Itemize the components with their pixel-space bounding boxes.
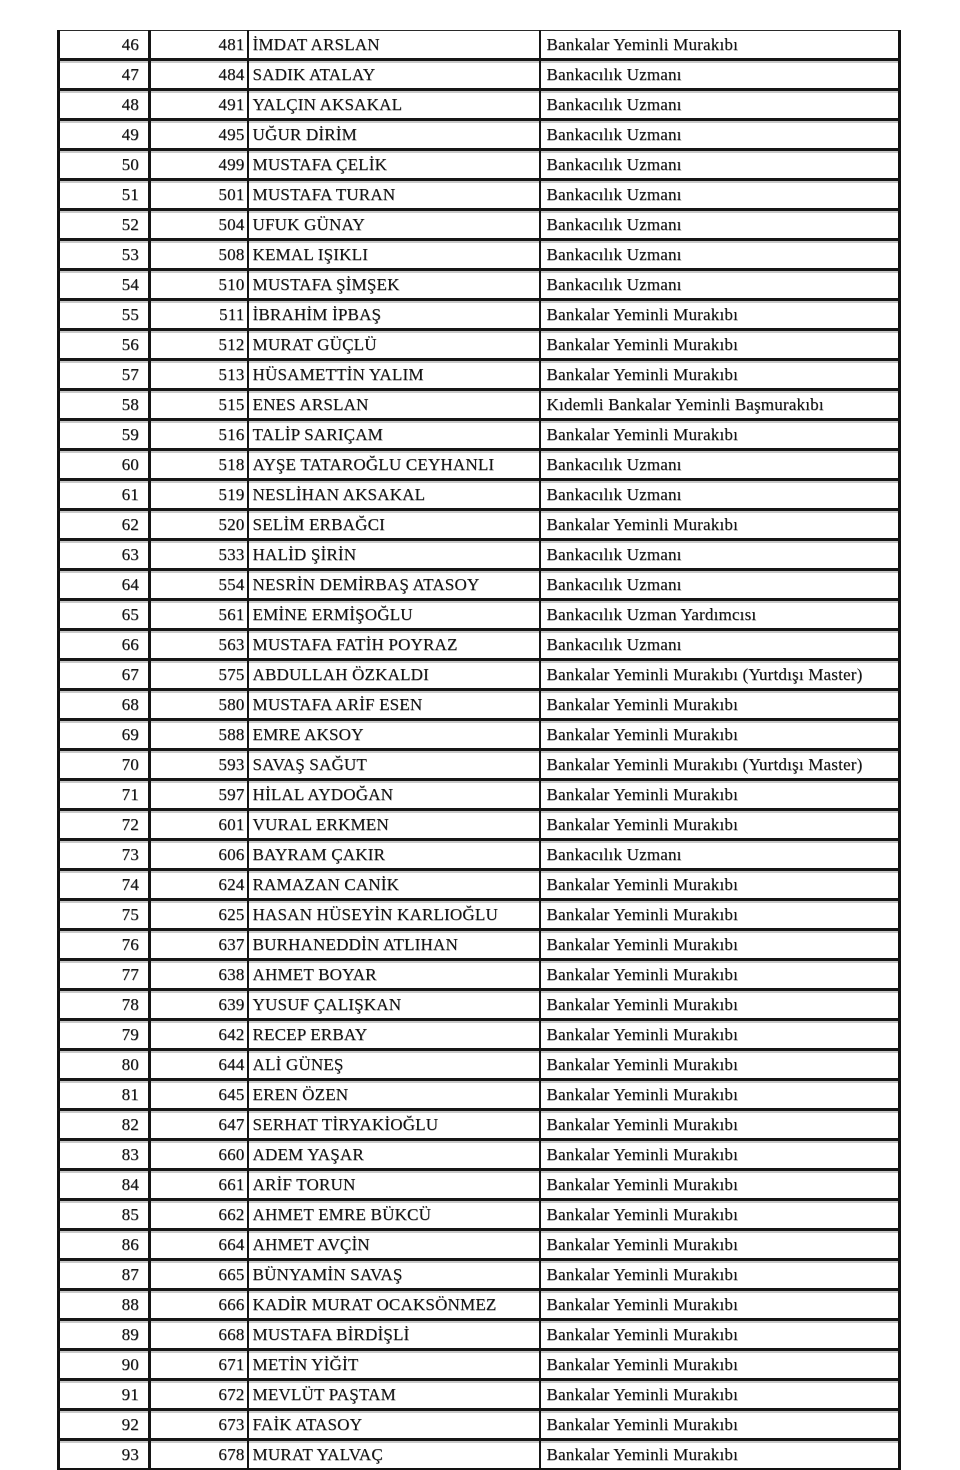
- name-cell: MUSTAFA ŞİMŞEK: [248, 270, 540, 300]
- registry-number-cell: 484: [150, 60, 248, 90]
- registry-number-cell: 575: [150, 660, 248, 690]
- name-cell: EMİNE ERMİŞOĞLU: [248, 600, 540, 630]
- row-number-cell: 87: [59, 1260, 150, 1290]
- row-number-cell: 55: [59, 300, 150, 330]
- row-number-cell: 82: [59, 1110, 150, 1140]
- table-row: [59, 480, 900, 510]
- title-cell: Bankalar Yeminli Murakıbı (Yurtdışı Master): [540, 660, 900, 690]
- registry-number-cell: 516: [150, 420, 248, 450]
- name-cell: İBRAHİM İPBAŞ: [248, 300, 540, 330]
- table-row: [59, 1320, 900, 1350]
- title-cell: Bankalar Yeminli Murakıbı: [540, 720, 900, 750]
- registry-number-cell: 661: [150, 1170, 248, 1200]
- row-number-cell: 46: [59, 31, 150, 60]
- name-cell: FAİK ATASOY: [248, 1410, 540, 1440]
- row-number-cell: 51: [59, 180, 150, 210]
- name-cell: ABDULLAH ÖZKALDI: [248, 660, 540, 690]
- name-cell: VURAL ERKMEN: [248, 810, 540, 840]
- name-cell: AHMET BOYAR: [248, 960, 540, 990]
- registry-number-cell: 665: [150, 1260, 248, 1290]
- name-cell: SAVAŞ SAĞUT: [248, 750, 540, 780]
- registry-number-cell: 606: [150, 840, 248, 870]
- registry-number-cell: 642: [150, 1020, 248, 1050]
- table-row: [59, 1350, 900, 1380]
- title-cell: Bankacılık Uzmanı: [540, 60, 900, 90]
- table-row: [59, 870, 900, 900]
- row-number-cell: 67: [59, 660, 150, 690]
- name-cell: NESLİHAN AKSAKAL: [248, 480, 540, 510]
- title-cell: Bankalar Yeminli Murakıbı: [540, 1200, 900, 1230]
- registry-number-cell: 664: [150, 1230, 248, 1260]
- row-number-cell: 56: [59, 330, 150, 360]
- personnel-roster-table: [57, 30, 901, 1470]
- title-cell: Bankacılık Uzmanı: [540, 540, 900, 570]
- name-cell: BURHANEDDİN ATLIHAN: [248, 930, 540, 960]
- row-number-cell: 71: [59, 780, 150, 810]
- name-cell: MURAT YALVAÇ: [248, 1440, 540, 1470]
- title-cell: Bankalar Yeminli Murakıbı: [540, 1110, 900, 1140]
- title-cell: Bankalar Yeminli Murakıbı: [540, 360, 900, 390]
- title-cell: Bankalar Yeminli Murakıbı: [540, 1170, 900, 1200]
- row-number-cell: 47: [59, 60, 150, 90]
- name-cell: YALÇIN AKSAKAL: [248, 90, 540, 120]
- title-cell: Bankalar Yeminli Murakıbı: [540, 870, 900, 900]
- registry-number-cell: 491: [150, 90, 248, 120]
- name-cell: KEMAL IŞIKLI: [248, 240, 540, 270]
- name-cell: SADIK ATALAY: [248, 60, 540, 90]
- title-cell: Bankalar Yeminli Murakıbı: [540, 1380, 900, 1410]
- row-number-cell: 89: [59, 1320, 150, 1350]
- name-cell: MUSTAFA FATİH POYRAZ: [248, 630, 540, 660]
- name-cell: AHMET AVÇİN: [248, 1230, 540, 1260]
- row-number-cell: 78: [59, 990, 150, 1020]
- registry-number-cell: 639: [150, 990, 248, 1020]
- table-row: [59, 90, 900, 120]
- row-number-cell: 92: [59, 1410, 150, 1440]
- row-number-cell: 64: [59, 570, 150, 600]
- registry-number-cell: 515: [150, 390, 248, 420]
- row-number-cell: 81: [59, 1080, 150, 1110]
- title-cell: Bankalar Yeminli Murakıbı: [540, 1020, 900, 1050]
- row-number-cell: 86: [59, 1230, 150, 1260]
- table-row: [59, 750, 900, 780]
- registry-number-cell: 510: [150, 270, 248, 300]
- registry-number-cell: 504: [150, 210, 248, 240]
- title-cell: Bankalar Yeminli Murakıbı: [540, 420, 900, 450]
- row-number-cell: 90: [59, 1350, 150, 1380]
- title-cell: Bankalar Yeminli Murakıbı: [540, 1440, 900, 1470]
- table-row: [59, 660, 900, 690]
- title-cell: Bankalar Yeminli Murakıbı: [540, 930, 900, 960]
- registry-number-cell: 563: [150, 630, 248, 660]
- registry-number-cell: 511: [150, 300, 248, 330]
- row-number-cell: 62: [59, 510, 150, 540]
- title-cell: Bankalar Yeminli Murakıbı: [540, 510, 900, 540]
- registry-number-cell: 554: [150, 570, 248, 600]
- table-row: [59, 540, 900, 570]
- name-cell: MURAT GÜÇLÜ: [248, 330, 540, 360]
- row-number-cell: 76: [59, 930, 150, 960]
- name-cell: KADİR MURAT OCAKSÖNMEZ: [248, 1290, 540, 1320]
- title-cell: Bankalar Yeminli Murakıbı: [540, 960, 900, 990]
- title-cell: Bankacılık Uzmanı: [540, 150, 900, 180]
- title-cell: Kıdemli Bankalar Yeminli Başmurakıbı: [540, 390, 900, 420]
- table-row: [59, 960, 900, 990]
- registry-number-cell: 638: [150, 960, 248, 990]
- name-cell: NESRİN DEMİRBAŞ ATASOY: [248, 570, 540, 600]
- row-number-cell: 63: [59, 540, 150, 570]
- name-cell: ARİF TORUN: [248, 1170, 540, 1200]
- row-number-cell: 54: [59, 270, 150, 300]
- registry-number-cell: 660: [150, 1140, 248, 1170]
- name-cell: ENES ARSLAN: [248, 390, 540, 420]
- registry-number-cell: 647: [150, 1110, 248, 1140]
- name-cell: SERHAT TİRYAKİOĞLU: [248, 1110, 540, 1140]
- roster-table-body: [59, 31, 900, 1470]
- table-row: [59, 210, 900, 240]
- table-row: [59, 780, 900, 810]
- table-row: [59, 60, 900, 90]
- title-cell: Bankalar Yeminli Murakıbı: [540, 330, 900, 360]
- table-row: [59, 450, 900, 480]
- table-row: [59, 900, 900, 930]
- registry-number-cell: 668: [150, 1320, 248, 1350]
- registry-number-cell: 645: [150, 1080, 248, 1110]
- row-number-cell: 73: [59, 840, 150, 870]
- title-cell: Bankalar Yeminli Murakıbı: [540, 1230, 900, 1260]
- name-cell: MUSTAFA BİRDİŞLİ: [248, 1320, 540, 1350]
- registry-number-cell: 593: [150, 750, 248, 780]
- registry-number-cell: 580: [150, 690, 248, 720]
- row-number-cell: 66: [59, 630, 150, 660]
- row-number-cell: 60: [59, 450, 150, 480]
- registry-number-cell: 597: [150, 780, 248, 810]
- registry-number-cell: 678: [150, 1440, 248, 1470]
- roster-table-container: [57, 30, 898, 1470]
- table-row: [59, 1050, 900, 1080]
- title-cell: Bankalar Yeminli Murakıbı: [540, 1350, 900, 1380]
- table-row: [59, 1440, 900, 1470]
- row-number-cell: 83: [59, 1140, 150, 1170]
- row-number-cell: 75: [59, 900, 150, 930]
- title-cell: Bankacılık Uzman Yardımcısı: [540, 600, 900, 630]
- table-row: [59, 930, 900, 960]
- row-number-cell: 74: [59, 870, 150, 900]
- title-cell: Bankacılık Uzmanı: [540, 630, 900, 660]
- title-cell: Bankalar Yeminli Murakıbı: [540, 1140, 900, 1170]
- registry-number-cell: 481: [150, 31, 248, 60]
- name-cell: RECEP ERBAY: [248, 1020, 540, 1050]
- registry-number-cell: 508: [150, 240, 248, 270]
- registry-number-cell: 625: [150, 900, 248, 930]
- table-row: [59, 840, 900, 870]
- title-cell: Bankacılık Uzmanı: [540, 480, 900, 510]
- registry-number-cell: 533: [150, 540, 248, 570]
- registry-number-cell: 671: [150, 1350, 248, 1380]
- table-row: [59, 1290, 900, 1320]
- registry-number-cell: 495: [150, 120, 248, 150]
- name-cell: EREN ÖZEN: [248, 1080, 540, 1110]
- registry-number-cell: 644: [150, 1050, 248, 1080]
- title-cell: Bankalar Yeminli Murakıbı: [540, 690, 900, 720]
- table-row: [59, 270, 900, 300]
- registry-number-cell: 624: [150, 870, 248, 900]
- title-cell: Bankalar Yeminli Murakıbı: [540, 300, 900, 330]
- registry-number-cell: 637: [150, 930, 248, 960]
- registry-number-cell: 601: [150, 810, 248, 840]
- row-number-cell: 69: [59, 720, 150, 750]
- title-cell: Bankacılık Uzmanı: [540, 210, 900, 240]
- row-number-cell: 79: [59, 1020, 150, 1050]
- name-cell: HALİD ŞİRİN: [248, 540, 540, 570]
- table-row: [59, 390, 900, 420]
- title-cell: Bankacılık Uzmanı: [540, 450, 900, 480]
- title-cell: Bankacılık Uzmanı: [540, 120, 900, 150]
- registry-number-cell: 662: [150, 1200, 248, 1230]
- table-row: [59, 300, 900, 330]
- title-cell: Bankalar Yeminli Murakıbı: [540, 1410, 900, 1440]
- name-cell: HASAN HÜSEYİN KARLIOĞLU: [248, 900, 540, 930]
- registry-number-cell: 499: [150, 150, 248, 180]
- row-number-cell: 68: [59, 690, 150, 720]
- title-cell: Bankalar Yeminli Murakıbı: [546, 34, 739, 54]
- table-row: [59, 1140, 900, 1170]
- name-cell: BÜNYAMİN SAVAŞ: [248, 1260, 540, 1290]
- table-row: [59, 240, 900, 270]
- row-number-cell: 50: [59, 150, 150, 180]
- name-cell: RAMAZAN CANİK: [248, 870, 540, 900]
- registry-number-cell: 501: [150, 180, 248, 210]
- row-number-cell: 49: [59, 120, 150, 150]
- table-row: [59, 1110, 900, 1140]
- table-row: [59, 360, 900, 390]
- row-number-cell: 57: [59, 360, 150, 390]
- table-row: [59, 180, 900, 210]
- table-row: [59, 31, 900, 60]
- name-cell: MEVLÜT PAŞTAM: [248, 1380, 540, 1410]
- name-cell: AHMET EMRE BÜKCÜ: [248, 1200, 540, 1230]
- name-cell: UFUK GÜNAY: [248, 210, 540, 240]
- name-cell: MUSTAFA TURAN: [248, 180, 540, 210]
- title-cell: Bankalar Yeminli Murakıbı: [540, 1080, 900, 1110]
- title-cell: Bankalar Yeminli Murakıbı: [540, 900, 900, 930]
- table-row: [59, 1200, 900, 1230]
- name-cell: YUSUF ÇALIŞKAN: [248, 990, 540, 1020]
- row-number-cell: 61: [59, 480, 150, 510]
- name-cell: ADEM YAŞAR: [248, 1140, 540, 1170]
- registry-number-cell: 561: [150, 600, 248, 630]
- registry-number-cell: 520: [150, 510, 248, 540]
- table-row: [59, 1230, 900, 1260]
- table-row: [59, 690, 900, 720]
- name-cell: MUSTAFA ÇELİK: [248, 150, 540, 180]
- table-row: [59, 420, 900, 450]
- row-number-cell: 88: [59, 1290, 150, 1320]
- table-row: [59, 600, 900, 630]
- table-row: [59, 1260, 900, 1290]
- row-number-cell: 85: [59, 1200, 150, 1230]
- title-cell: Bankalar Yeminli Murakıbı: [540, 1290, 900, 1320]
- name-cell: HİLAL AYDOĞAN: [248, 780, 540, 810]
- registry-number-cell: 519: [150, 480, 248, 510]
- table-row: [59, 150, 900, 180]
- title-cell: Bankacılık Uzmanı: [540, 240, 900, 270]
- table-row: [59, 1080, 900, 1110]
- table-row: [59, 570, 900, 600]
- registry-number-cell: 512: [150, 330, 248, 360]
- row-number-cell: 77: [59, 960, 150, 990]
- title-cell: Bankacılık Uzmanı: [540, 570, 900, 600]
- table-row: [59, 1380, 900, 1410]
- title-cell: Bankalar Yeminli Murakıbı: [540, 1320, 900, 1350]
- row-number-cell: 84: [59, 1170, 150, 1200]
- row-number-cell: 93: [59, 1440, 150, 1470]
- row-number-cell: 80: [59, 1050, 150, 1080]
- title-cell: Bankalar Yeminli Murakıbı: [540, 780, 900, 810]
- row-number-cell: 48: [59, 90, 150, 120]
- table-row: [59, 810, 900, 840]
- table-row: [59, 1410, 900, 1440]
- row-number-cell: 52: [59, 210, 150, 240]
- registry-number-cell: 513: [150, 360, 248, 390]
- registry-number-cell: 673: [150, 1410, 248, 1440]
- registry-number-cell: 588: [150, 720, 248, 750]
- name-cell: METİN YİĞİT: [248, 1350, 540, 1380]
- row-number-cell: 70: [59, 750, 150, 780]
- table-row: [59, 630, 900, 660]
- registry-number-cell: 672: [150, 1380, 248, 1410]
- name-cell: HÜSAMETTİN YALIM: [248, 360, 540, 390]
- row-number-cell: 91: [59, 1380, 150, 1410]
- row-number-cell: 65: [59, 600, 150, 630]
- title-cell: Bankalar Yeminli Murakıbı: [540, 1260, 900, 1290]
- title-cell: Bankacılık Uzmanı: [540, 840, 900, 870]
- registry-number-cell: 518: [150, 450, 248, 480]
- title-cell: Bankalar Yeminli Murakıbı: [540, 990, 900, 1020]
- name-cell: SELİM ERBAĞCI: [248, 510, 540, 540]
- name-cell: BAYRAM ÇAKIR: [248, 840, 540, 870]
- row-number-cell: 72: [59, 810, 150, 840]
- title-cell: Bankalar Yeminli Murakıbı (Yurtdışı Master): [540, 750, 900, 780]
- title-cell: Bankalar Yeminli Murakıbı: [540, 810, 900, 840]
- title-cell: Bankacılık Uzmanı: [540, 180, 900, 210]
- name-cell: TALİP SARIÇAM: [248, 420, 540, 450]
- name-cell: EMRE AKSOY: [248, 720, 540, 750]
- table-row: [59, 1170, 900, 1200]
- title-cell: Bankacılık Uzmanı: [540, 90, 900, 120]
- title-cell: Bankacılık Uzmanı: [540, 270, 900, 300]
- title-cell: Bankalar Yeminli Murakıbı: [540, 1050, 900, 1080]
- name-cell: UĞUR DİRİM: [248, 120, 540, 150]
- table-row: [59, 510, 900, 540]
- table-row: [59, 990, 900, 1020]
- table-row: [59, 1020, 900, 1050]
- row-number-cell: 58: [59, 390, 150, 420]
- name-cell: MUSTAFA ARİF ESEN: [248, 690, 540, 720]
- table-row: [59, 120, 900, 150]
- registry-number-cell: 666: [150, 1290, 248, 1320]
- table-row: [59, 330, 900, 360]
- row-number-cell: 53: [59, 240, 150, 270]
- name-cell: AYŞE TATAROĞLU CEYHANLI: [248, 450, 540, 480]
- row-number-cell: 59: [59, 420, 150, 450]
- name-cell: ALİ GÜNEŞ: [248, 1050, 540, 1080]
- name-cell: İMDAT ARSLAN: [248, 31, 540, 60]
- table-row: [59, 720, 900, 750]
